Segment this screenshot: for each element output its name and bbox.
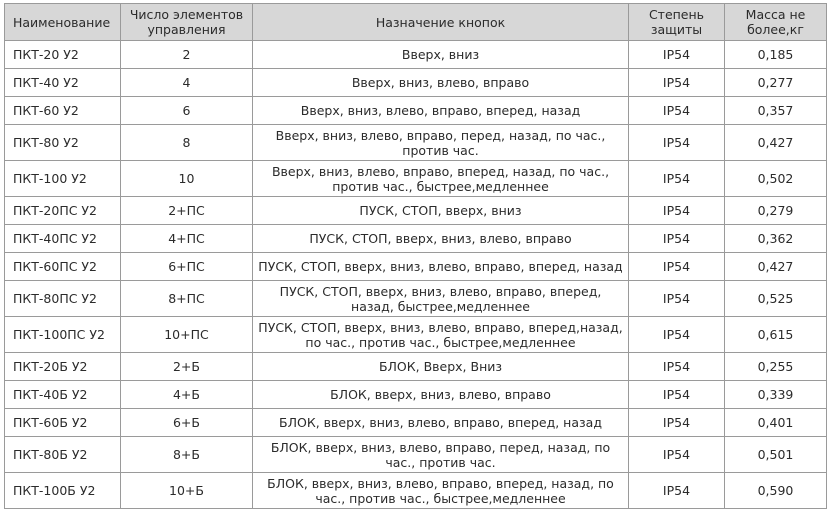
cell-name: ПКТ-40Б У2 — [5, 381, 121, 409]
cell-button-purpose: ПУСК, СТОП, вверх, вниз — [253, 197, 629, 225]
cell-protection: IP54 — [629, 197, 725, 225]
cell-mass: 0,590 — [725, 473, 827, 509]
cell-control-count: 2 — [121, 41, 253, 69]
table-row — [5, 161, 827, 197]
cell-protection: IP54 — [629, 473, 725, 509]
cell-control-count: 10+ПС — [121, 317, 253, 353]
cell-button-purpose: БЛОК, Вверх, Вниз — [253, 353, 629, 381]
cell-mass: 0,502 — [725, 161, 827, 197]
table-row — [5, 225, 827, 253]
cell-name: ПКТ-80ПС У2 — [5, 281, 121, 317]
table-row — [5, 197, 827, 225]
cell-name: ПКТ-60Б У2 — [5, 409, 121, 437]
header-row — [5, 4, 827, 41]
cell-button-purpose: ПУСК, СТОП, вверх, вниз, влево, вправо, вперед,назад, по час., против час., быстрее,медленнее — [253, 317, 629, 353]
cell-control-count: 6+Б — [121, 409, 253, 437]
cell-name: ПКТ-20ПС У2 — [5, 197, 121, 225]
cell-button-purpose: ПУСК, СТОП, вверх, вниз, влево, вправо, вперед, назад, быстрее,медленнее — [253, 281, 629, 317]
table-row — [5, 437, 827, 473]
table-row — [5, 97, 827, 125]
header-count: Число элементов управления — [121, 4, 253, 41]
cell-button-purpose: Вверх, вниз, влево, вправо, вперед, назад, по час., против час., быстрее,медленнее — [253, 161, 629, 197]
header-name: Наименование — [5, 4, 121, 41]
cell-protection: IP54 — [629, 281, 725, 317]
cell-name: ПКТ-40ПС У2 — [5, 225, 121, 253]
cell-control-count: 8 — [121, 125, 253, 161]
cell-mass: 0,615 — [725, 317, 827, 353]
cell-name: ПКТ-20 У2 — [5, 41, 121, 69]
table-row — [5, 125, 827, 161]
cell-protection: IP54 — [629, 437, 725, 473]
cell-button-purpose: БЛОК, вверх, вниз, влево, вправо, вперед, назад — [253, 409, 629, 437]
cell-name: ПКТ-100 У2 — [5, 161, 121, 197]
cell-button-purpose: Вверх, вниз — [253, 41, 629, 69]
cell-control-count: 10+Б — [121, 473, 253, 509]
cell-protection: IP54 — [629, 125, 725, 161]
cell-control-count: 4+ПС — [121, 225, 253, 253]
cell-control-count: 6 — [121, 97, 253, 125]
cell-button-purpose: БЛОК, вверх, вниз, влево, вправо — [253, 381, 629, 409]
cell-mass: 0,185 — [725, 41, 827, 69]
cell-control-count: 4 — [121, 69, 253, 97]
header-buttons: Назначение кнопок — [253, 4, 629, 41]
cell-name: ПКТ-60 У2 — [5, 97, 121, 125]
table-row — [5, 281, 827, 317]
cell-protection: IP54 — [629, 69, 725, 97]
cell-mass: 0,401 — [725, 409, 827, 437]
cell-control-count: 8+ПС — [121, 281, 253, 317]
cell-mass: 0,277 — [725, 69, 827, 97]
cell-name: ПКТ-60ПС У2 — [5, 253, 121, 281]
cell-protection: IP54 — [629, 225, 725, 253]
cell-button-purpose: Вверх, вниз, влево, вправо, вперед, назад — [253, 97, 629, 125]
table-row — [5, 317, 827, 353]
cell-mass: 0,362 — [725, 225, 827, 253]
cell-button-purpose: БЛОК, вверх, вниз, влево, вправо, перед, назад, по час., против час. — [253, 437, 629, 473]
cell-name: ПКТ-20Б У2 — [5, 353, 121, 381]
cell-name: ПКТ-80Б У2 — [5, 437, 121, 473]
cell-name: ПКТ-40 У2 — [5, 69, 121, 97]
cell-mass: 0,525 — [725, 281, 827, 317]
table-row — [5, 41, 827, 69]
cell-button-purpose: БЛОК, вверх, вниз, влево, вправо, вперед, назад, по час., против час., быстрее,медленнее — [253, 473, 629, 509]
cell-control-count: 6+ПС — [121, 253, 253, 281]
cell-mass: 0,357 — [725, 97, 827, 125]
cell-mass: 0,427 — [725, 253, 827, 281]
cell-protection: IP54 — [629, 317, 725, 353]
spec-table-container — [4, 3, 827, 509]
table-row — [5, 473, 827, 509]
cell-protection: IP54 — [629, 353, 725, 381]
header-protection: Степень защиты — [629, 4, 725, 41]
cell-mass: 0,501 — [725, 437, 827, 473]
spec-table — [4, 3, 827, 509]
cell-protection: IP54 — [629, 409, 725, 437]
cell-control-count: 2+ПС — [121, 197, 253, 225]
cell-control-count: 4+Б — [121, 381, 253, 409]
cell-control-count: 10 — [121, 161, 253, 197]
cell-protection: IP54 — [629, 381, 725, 409]
cell-button-purpose: Вверх, вниз, влево, вправо — [253, 69, 629, 97]
table-row — [5, 69, 827, 97]
cell-protection: IP54 — [629, 253, 725, 281]
cell-name: ПКТ-80 У2 — [5, 125, 121, 161]
cell-name: ПКТ-100Б У2 — [5, 473, 121, 509]
cell-button-purpose: Вверх, вниз, влево, вправо, перед, назад, по час., против час. — [253, 125, 629, 161]
table-row — [5, 353, 827, 381]
cell-mass: 0,279 — [725, 197, 827, 225]
cell-name: ПКТ-100ПС У2 — [5, 317, 121, 353]
cell-protection: IP54 — [629, 97, 725, 125]
cell-protection: IP54 — [629, 161, 725, 197]
cell-control-count: 8+Б — [121, 437, 253, 473]
table-row — [5, 381, 827, 409]
cell-button-purpose: ПУСК, СТОП, вверх, вниз, влево, вправо — [253, 225, 629, 253]
cell-protection: IP54 — [629, 41, 725, 69]
cell-mass: 0,427 — [725, 125, 827, 161]
table-row — [5, 409, 827, 437]
cell-button-purpose: ПУСК, СТОП, вверх, вниз, влево, вправо, вперед, назад — [253, 253, 629, 281]
cell-mass: 0,339 — [725, 381, 827, 409]
cell-control-count: 2+Б — [121, 353, 253, 381]
table-row — [5, 253, 827, 281]
cell-mass: 0,255 — [725, 353, 827, 381]
header-mass: Масса не более,кг — [725, 4, 827, 41]
